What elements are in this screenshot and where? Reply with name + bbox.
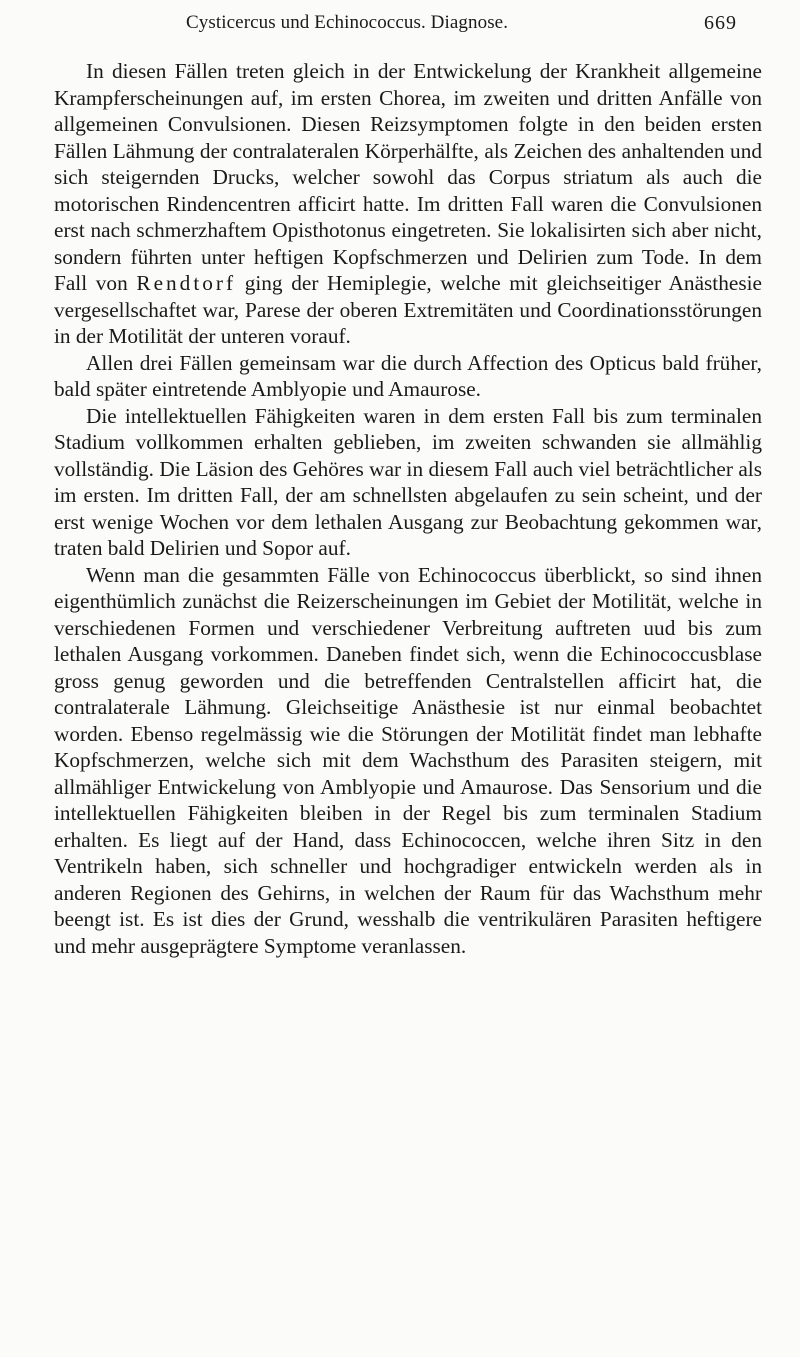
paragraph: Allen drei Fällen gemeinsam war die durch Affection des Opticus bald früher, bald später eintretende Amblyopie und Amaurose. <box>54 350 762 401</box>
paragraph-text: ging der Hemiplegie, welche mit gleichseitiger Anästhesie vergesellschaftet war, Parese der oberen Extremitäten und Coordinationsstörungen in der Motilität der unteren vorauf. <box>54 271 762 348</box>
paragraph <box>54 58 762 350</box>
body-text <box>54 58 762 959</box>
page-number: 669 <box>704 12 737 34</box>
author-name: Rendtorf <box>136 271 237 295</box>
paragraph: Wenn man die gesammten Fälle von Echinococcus überblickt, so sind ihnen eigenthümlich zunächst die Reizerscheinungen im Gebiet der Motilität, welche in verschiedenen Formen und verschiedener Verbreitung auftreten uud bis zum lethalen Ausgang vorkommen. Daneben findet sich, wenn die Echinococcusblase gross genug geworden und die betreffenden Centralstellen afficirt hat, die contralaterale Lähmung. Gleichseitige Anästhesie ist nur einmal beobachtet worden. Ebenso regelmässig wie die Störungen der Motilität findet man lebhafte Kopfschmerzen, welche sich mit dem Wachsthum des Parasiten steigern, mit allmähliger Entwickelung von Amblyopie und Amaurose. Das Sensorium und die intellektuellen Fähigkeiten bleiben in der Regel bis zum terminalen Stadium erhalten. Es liegt auf der Hand, dass Echinococcen, welche ihren Sitz in den Ventrikeln haben, sich schneller und hochgradiger entwickeln werden als in anderen Regionen des Gehirns, in welchen der Raum für das Wachsthum mehr beengt ist. Es ist dies der Grund, wesshalb die ventrikulären Parasiten heftigere und mehr ausgeprägtere Symptome veranlassen. <box>54 562 762 958</box>
paragraph: Die intellektuellen Fähigkeiten waren in dem ersten Fall bis zum terminalen Stadium vollkommen erhalten geblieben, im zweiten schwanden sie allmählig vollständig. Die Läsion des Gehöres war in diesem Fall auch viel beträchtlicher als im ersten. Im dritten Fall, der am schnellsten abgelaufen zu sein scheint, und der erst wenige Wochen vor dem lethalen Ausgang zur Beobachtung gekommen war, traten bald Delirien und Sopor auf. <box>54 403 762 560</box>
running-header: Cysticercus und Echinococcus. Diagnose. <box>186 12 509 33</box>
paragraph-text: In diesen Fällen treten gleich in der Entwickelung der Krankheit allgemeine Krampferscheinungen auf, im ersten Chorea, im zweiten und dritten Anfälle von allgemeinen Convulsionen. Diesen Reizsymptomen folgte in den beiden ersten Fällen Lähmung der contralateralen Körperhälfte, als Zeichen des anhaltenden und sich steigernden Drucks, welcher sowohl das Corpus striatum als auch die motorischen Rindencentren afficirt hatte. Im dritten Fall waren die Convulsionen erst nach schmerzhaftem Opisthotonus eingetreten. Sie lokalisirten sich aber nicht, sondern führten unter heftigen Kopfschmerzen und Delirien zum Tode. In dem Fall von <box>54 59 762 295</box>
